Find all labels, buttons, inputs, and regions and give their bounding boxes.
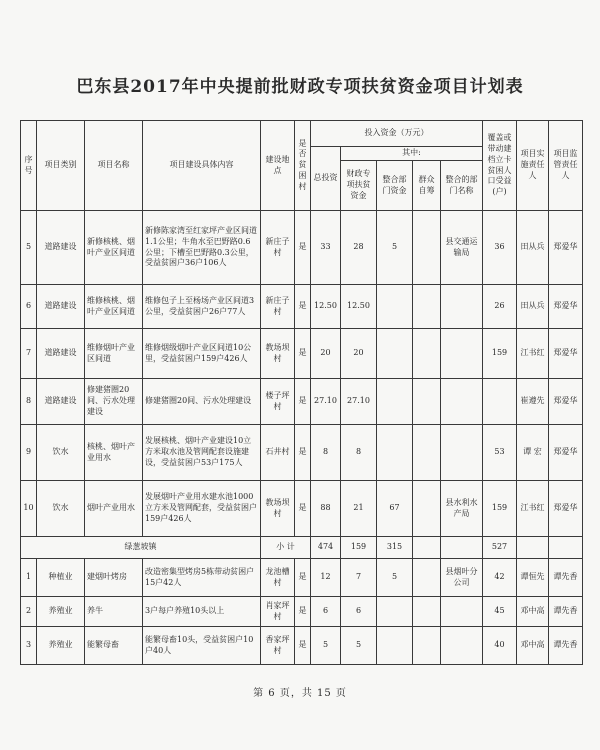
subtotal-impl	[517, 537, 549, 559]
cell-poor: 是	[295, 597, 311, 627]
cell-benef: 42	[483, 559, 517, 597]
cell-content: 发展烟叶产业用水建水池1000立方米及管网配套，受益贫困户159户426人	[143, 481, 261, 537]
cell-seq: 6	[21, 285, 37, 329]
cell-total: 88	[311, 481, 341, 537]
table-row	[21, 481, 583, 537]
cell-location: 香家坪村	[261, 627, 295, 665]
cell-self	[413, 597, 441, 627]
cell-fiscal: 28	[341, 211, 377, 285]
cell-content: 发展核桃、烟叶产业建设10立方米取水池及管网配套设施建设，受益贫困户53户175人	[143, 425, 261, 481]
header-seq: 序号	[21, 121, 37, 211]
cell-seq: 8	[21, 379, 37, 425]
header-of-which: 其中:	[341, 147, 483, 161]
header-supervisor: 项目监管责任人	[549, 121, 583, 211]
header-implementer: 项目实施责任人	[517, 121, 549, 211]
table-row	[21, 627, 583, 665]
table-row	[21, 329, 583, 379]
subtotal-self	[413, 537, 441, 559]
cell-self	[413, 627, 441, 665]
subtotal-sup	[549, 537, 583, 559]
cell-name: 维修烟叶产业区间道	[85, 329, 143, 379]
cell-impl: 邓中高	[517, 627, 549, 665]
cell-sup: 郑爱华	[549, 329, 583, 379]
cell-sup: 郑爱华	[549, 285, 583, 329]
page-number: 第 6 页，共 15 页	[253, 688, 347, 699]
subtotal-fiscal: 159	[341, 537, 377, 559]
cell-dept: 县交通运输局	[441, 211, 483, 285]
cell-fiscal: 27.10	[341, 379, 377, 425]
cell-name: 能繁母畜	[85, 627, 143, 665]
table-row	[21, 597, 583, 627]
cell-self	[413, 481, 441, 537]
cell-location: 石井村	[261, 425, 295, 481]
cell-benef: 53	[483, 425, 517, 481]
cell-benef: 45	[483, 597, 517, 627]
cell-poor: 是	[295, 329, 311, 379]
cell-poor: 是	[295, 425, 311, 481]
subtotal-label: 小 计	[261, 537, 311, 559]
cell-poor: 是	[295, 285, 311, 329]
cell-total: 20	[311, 329, 341, 379]
cell-seq: 2	[21, 597, 37, 627]
cell-sup: 郑爱华	[549, 211, 583, 285]
cell-integrated	[377, 425, 413, 481]
header-fiscal: 财政专项扶贫资金	[341, 161, 377, 211]
cell-total: 12	[311, 559, 341, 597]
cell-location: 教场坝村	[261, 481, 295, 537]
cell-category: 养殖业	[37, 627, 85, 665]
section-name: 绿葱坡镇	[21, 537, 261, 559]
cell-location: 教场坝村	[261, 329, 295, 379]
cell-fiscal: 20	[341, 329, 377, 379]
cell-integrated	[377, 627, 413, 665]
cell-sup: 谭先香	[549, 559, 583, 597]
table-row	[21, 559, 583, 597]
header-beneficiaries: 覆盖或带动建档立卡贫困人口受益(户)	[483, 121, 517, 211]
cell-content: 改造密集型烤房5栋带动贫困户15户42人	[143, 559, 261, 597]
cell-poor: 是	[295, 211, 311, 285]
cell-content: 3户每户养殖10头以上	[143, 597, 261, 627]
header-total: 总投资	[311, 147, 341, 211]
cell-dept: 县水利水产局	[441, 481, 483, 537]
cell-fiscal: 21	[341, 481, 377, 537]
project-plan-table	[20, 120, 583, 665]
cell-self	[413, 425, 441, 481]
cell-name: 修建猪圈20间、污水处理建设	[85, 379, 143, 425]
table-row	[21, 379, 583, 425]
cell-impl: 崔遵先	[517, 379, 549, 425]
cell-integrated	[377, 597, 413, 627]
cell-total: 6	[311, 597, 341, 627]
cell-poor: 是	[295, 379, 311, 425]
cell-name: 新修核桃、烟叶产业区间道	[85, 211, 143, 285]
header-name: 项目名称	[85, 121, 143, 211]
cell-benef: 159	[483, 329, 517, 379]
cell-dept	[441, 285, 483, 329]
cell-content: 维修包子上至杨场产业区间道3公里，受益贫困户26户77人	[143, 285, 261, 329]
cell-sup: 谭先香	[549, 627, 583, 665]
header-location: 建设地点	[261, 121, 295, 211]
cell-total: 8	[311, 425, 341, 481]
cell-location: 新庄子村	[261, 211, 295, 285]
cell-total: 12.50	[311, 285, 341, 329]
page-title: 巴东县2017年中央提前批财政专项扶贫资金项目计划表	[76, 77, 524, 97]
cell-location: 楼子坪村	[261, 379, 295, 425]
cell-self	[413, 211, 441, 285]
cell-fiscal: 12.50	[341, 285, 377, 329]
cell-total: 33	[311, 211, 341, 285]
cell-integrated: 67	[377, 481, 413, 537]
cell-name: 维修核桃、烟叶产业区间道	[85, 285, 143, 329]
cell-category: 养殖业	[37, 597, 85, 627]
cell-total: 5	[311, 627, 341, 665]
header-integrated-dept: 整合的部门名称	[441, 161, 483, 211]
cell-total: 27.10	[311, 379, 341, 425]
cell-location: 肖家坪村	[261, 597, 295, 627]
cell-self	[413, 285, 441, 329]
subtotal-benef: 527	[483, 537, 517, 559]
cell-seq: 10	[21, 481, 37, 537]
cell-sup: 郑爱华	[549, 425, 583, 481]
cell-poor: 是	[295, 627, 311, 665]
header-integrated: 整合部门资金	[377, 161, 413, 211]
cell-impl: 谭 宏	[517, 425, 549, 481]
cell-name: 核桃、烟叶产业用水	[85, 425, 143, 481]
cell-dept	[441, 627, 483, 665]
cell-dept	[441, 329, 483, 379]
cell-dept	[441, 379, 483, 425]
subtotal-row	[21, 537, 583, 559]
cell-integrated	[377, 379, 413, 425]
cell-integrated	[377, 285, 413, 329]
cell-name: 养牛	[85, 597, 143, 627]
subtotal-total: 474	[311, 537, 341, 559]
cell-category: 道路建设	[37, 285, 85, 329]
cell-location: 新庄子村	[261, 285, 295, 329]
cell-content: 新修陈家湾至红家坪产业区间道1.1公里；牛角水至巴野路0.6公里；下槽至巴野路0.3公里，受益贫困户36户106人	[143, 211, 261, 285]
cell-impl: 田从兵	[517, 211, 549, 285]
cell-sup: 郑爱华	[549, 379, 583, 425]
cell-integrated: 5	[377, 559, 413, 597]
cell-self	[413, 329, 441, 379]
cell-impl: 谭恒先	[517, 559, 549, 597]
cell-category: 道路建设	[37, 329, 85, 379]
cell-content: 修建猪圈20间、污水处理建设	[143, 379, 261, 425]
header-investment: 投入资金（万元）	[311, 121, 483, 147]
cell-content: 维修烟级烟叶产业区间道10公里，受益贫困户159户426人	[143, 329, 261, 379]
cell-category: 饮水	[37, 425, 85, 481]
cell-seq: 5	[21, 211, 37, 285]
cell-category: 道路建设	[37, 379, 85, 425]
cell-impl: 江书红	[517, 329, 549, 379]
cell-poor: 是	[295, 559, 311, 597]
table-row	[21, 425, 583, 481]
cell-name: 建烟叶烤房	[85, 559, 143, 597]
cell-dept	[441, 597, 483, 627]
cell-name: 烟叶产业用水	[85, 481, 143, 537]
cell-self	[413, 559, 441, 597]
header-self-raised: 群众自筹	[413, 161, 441, 211]
cell-impl: 邓中高	[517, 597, 549, 627]
cell-sup: 郑爱华	[549, 481, 583, 537]
cell-seq: 9	[21, 425, 37, 481]
cell-seq: 3	[21, 627, 37, 665]
cell-benef	[483, 379, 517, 425]
cell-category: 种植业	[37, 559, 85, 597]
cell-integrated	[377, 329, 413, 379]
cell-benef: 36	[483, 211, 517, 285]
subtotal-integrated: 315	[377, 537, 413, 559]
cell-content: 能繁母畜10头，受益贫困户10户40人	[143, 627, 261, 665]
cell-self	[413, 379, 441, 425]
cell-sup: 谭先香	[549, 597, 583, 627]
cell-impl: 江书红	[517, 481, 549, 537]
cell-integrated: 5	[377, 211, 413, 285]
cell-poor: 是	[295, 481, 311, 537]
cell-seq: 1	[21, 559, 37, 597]
subtotal-dept	[441, 537, 483, 559]
table-row	[21, 285, 583, 329]
header-content: 项目建设具体内容	[143, 121, 261, 211]
table-row	[21, 211, 583, 285]
header-is-poor-village: 是否贫困村	[295, 121, 311, 211]
cell-fiscal: 7	[341, 559, 377, 597]
cell-dept: 县烟叶分公司	[441, 559, 483, 597]
cell-category: 饮水	[37, 481, 85, 537]
cell-benef: 159	[483, 481, 517, 537]
cell-impl: 田从兵	[517, 285, 549, 329]
cell-fiscal: 8	[341, 425, 377, 481]
cell-fiscal: 5	[341, 627, 377, 665]
cell-category: 道路建设	[37, 211, 85, 285]
table-header	[21, 121, 583, 211]
cell-benef: 40	[483, 627, 517, 665]
cell-dept	[441, 425, 483, 481]
cell-benef: 26	[483, 285, 517, 329]
cell-fiscal: 6	[341, 597, 377, 627]
cell-location: 龙池槽村	[261, 559, 295, 597]
cell-seq: 7	[21, 329, 37, 379]
header-category: 项目类别	[37, 121, 85, 211]
